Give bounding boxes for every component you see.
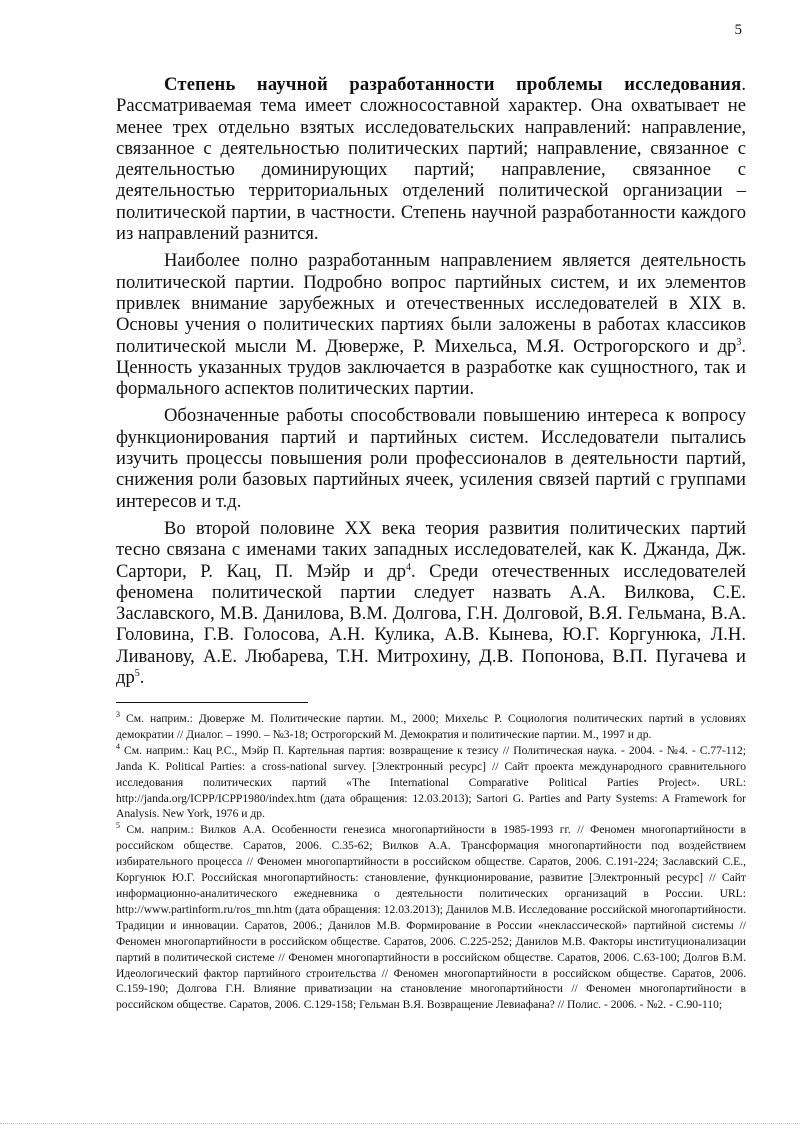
paragraph-text: . Ценность указанных трудов заключается в разработке как сущностного, так и формального аспектов политических партии. bbox=[116, 335, 746, 400]
footnote-3 bbox=[116, 711, 746, 743]
paragraph-text: . Рассматриваемая тема имеет сложносоставной характер. Она охватывает не менее трех отдельно взятых исследовательских направлений: направление, связанное с деятельностью политических партий; направление, связанное с деятельностью доминирующих партий; направление, связанное с деятельностью территориальных отделений политической организации – политической партии, в частности. Степень научной разработанности каждого из направлений разнится. bbox=[116, 74, 746, 245]
footnote-ref[interactable]: 4 bbox=[406, 561, 412, 573]
paragraph-text: . bbox=[139, 667, 145, 689]
footnote-ref[interactable]: 5 bbox=[134, 667, 140, 679]
main-text bbox=[116, 74, 746, 694]
page-number: 5 bbox=[734, 22, 742, 38]
paragraph-text: Наиболее полно разработанным направлением является деятельность политической партии. Подробно вопрос партийных систем, и их элементов привлек внимание зарубежных и отечественных исследователей в XIX в. Основы учения о политических партиях были заложены в работах классиков политической мысли М. Дюверже, Р. Михельса, М.Я. Острогорского и др bbox=[116, 250, 746, 357]
paragraph-text: Обозначенные работы способствовали повышению интереса к вопросу функционирования партий и партийных систем. Исследователи пытались изучить процессы повышения роли профессионалов в деятельности партий, снижения роли базовых партийных ячеек, усиления связей партий с группами интересов и т.д. bbox=[116, 405, 746, 512]
footnote-4 bbox=[116, 743, 746, 823]
footnote-separator bbox=[116, 702, 308, 703]
footnote-number: 3 bbox=[116, 710, 120, 720]
footnote-5 bbox=[116, 822, 746, 1013]
footnotes bbox=[116, 711, 746, 1013]
footnote-number: 4 bbox=[116, 741, 120, 751]
section-heading-inline: Степень научной разработанности проблемы исследования bbox=[164, 74, 742, 95]
footnote-text: См. наприм.: Кац Р.С., Мэйр П. Картельная партия: возвращение к тезису // Политическая наука. - 2004. - №4. - С.77-112; Janda K. Political Parties: a cross-national survey. [Электронный ресурс] // Сайт проекта международного сравнительного исследования политических партий «The International Comparative Political Parties Project». URL: http://janda.org/ICPP/ICPP1980/index.htm (дата обращения: 12.03.2013); Sartori G. Parties and Party Systems: A Framework for Analysis. New York, 1976 и др. bbox=[116, 743, 746, 821]
paragraph-party-functioning bbox=[116, 405, 746, 511]
footnote-ref[interactable]: 3 bbox=[736, 336, 742, 348]
paragraph-text: Во второй половине XX века теория развития политических партий тесно связана с именами таких западных исследователей, как К. Джанда, Дж. Сартори, Р. Кац, П. Мэйр и др bbox=[116, 517, 746, 582]
footnote-number: 5 bbox=[116, 821, 120, 831]
paragraph-text: . Среди отечественных исследователей феномена политической партии следует назвать А.А. Вилкова, С.Е. Заславского, М.В. Данилова, В.М. Долгова, Г.Н. Долговой, В.Я. Гельмана, В.А. Головина, Г.В. Голосова, А.Н. Кулика, А.В. Кынева, Ю.Г. Коргунюка, Л.Н. Ливанову, А.Е. Любарева, Т.Н. Митрохину, Д.В. Попонова, В.П. Пугачева и др bbox=[116, 560, 747, 689]
footnote-text: См. наприм.: Вилков А.А. Особенности генезиса многопартийности в 1985-1993 гг. // Феномен многопартийности в российском обществе. Саратов, 2006. С.35-62; Вилков А.А. Трансформация многопартийности под воздействием избирательного процесса // Феномен многопартийности в российском обществе. Саратов, 2006. С.191-224; Заславский С.Е., Коргунюк Ю.Г. Российская многопартийность: становление, функционирование, развитие [Электронный ресурс] // Сайт информационно-аналитического ежедневника о деятельности политических организаций в России. URL: http://www.partinform.ru/ros_mn.htm (дата обращения: 12.03.2013); Данилов М.В. Исследование российской многопартийности. Традиции и инновации. Саратов, 2006.; Данилов М.В. Формирование в России «неклассической» партийной системы // Феномен многопартийности в российском обществе. Саратов, 2006. С.225-252; Данилов М.В. Факторы институционализации партий в политической системе // Феномен многопартийности в российском обществе. Саратов, 2006. С.63-100; Долгов В.М. Идеологический фактор партийного строительства // Феномен многопартийности в российском обществе. Саратов, 2006. С.159-190; Долгова Г.Н. Влияние приватизации на становление многопартийности // Феномен многопартийности в российском обществе. Саратов, 2006. С.129-158; Гельман В.Я. Возвращение Левиафана? // Полис. - 2006. - №2. - С.90-110; bbox=[116, 823, 746, 1012]
paragraph-twentieth-century bbox=[116, 518, 746, 688]
page-bottom-edge bbox=[0, 1123, 800, 1124]
footnote-text: См. наприм.: Дюверже М. Политические партии. М., 2000; Михельс Р. Социология политических партий в условиях демократии // Диалог. – 1990. – №3-18; Острогорский М. Демократия и политические партии. М., 1997 и др. bbox=[116, 712, 746, 741]
paragraph-political-party bbox=[116, 250, 746, 399]
paragraph-research-degree bbox=[116, 74, 746, 244]
